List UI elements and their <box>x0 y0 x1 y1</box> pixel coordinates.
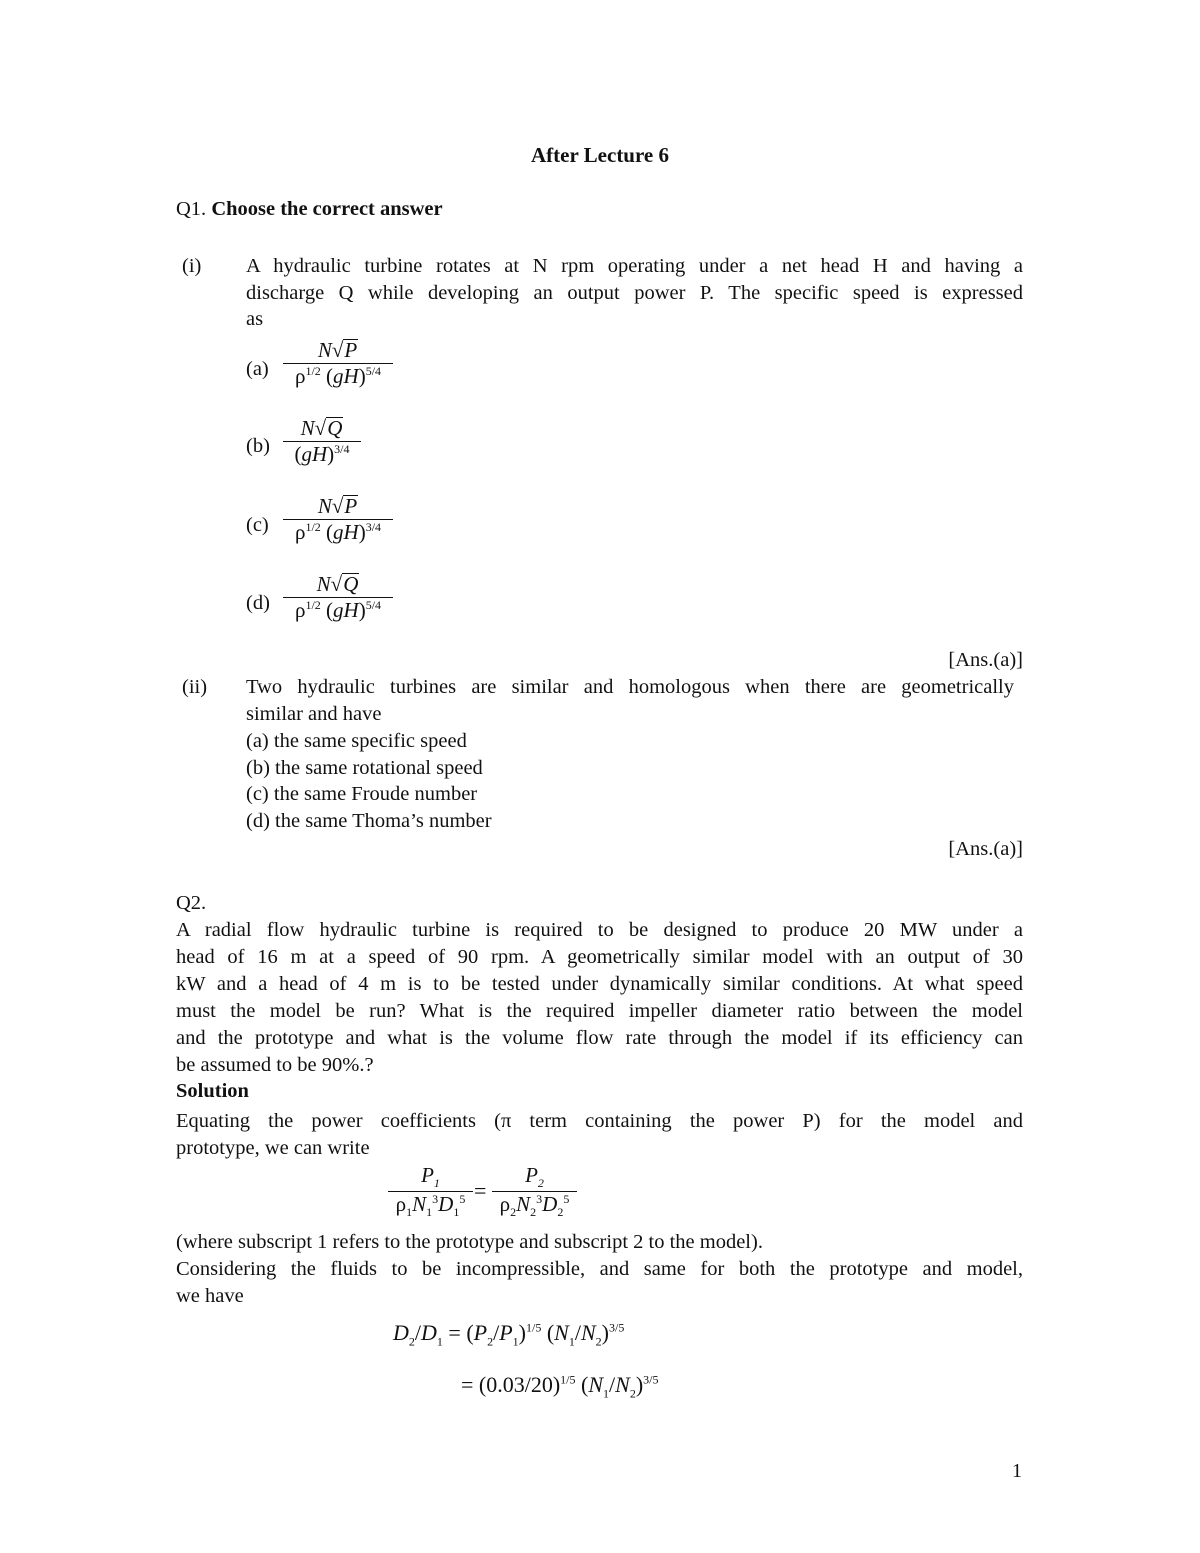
eq1-lhs-fraction <box>388 1163 473 1220</box>
q2-problem-line6: be assumed to be 90%.? <box>176 1054 374 1076</box>
q1-part2-option-a: (a) the same specific speed <box>246 730 467 752</box>
considering-line2: we have <box>176 1285 244 1307</box>
formula-numerator: N√Q <box>316 572 359 596</box>
eq2-line1: $D_2/D_1 = (P_2/P_1)^{1/5}$ $(N_1/N_2)^{3/5}$ <box>393 1320 625 1349</box>
q1-part1-text-line2: discharge Q while developing an output power P. The specific speed is expressed <box>246 282 1023 304</box>
q1-part1-answer: [Ans.(a)] <box>948 649 1023 671</box>
q1-option-c-label: (c) <box>246 514 269 536</box>
formula-numerator: N√P <box>317 338 358 362</box>
q1-number: Q1. <box>176 198 207 220</box>
considering-line1: Considering the fluids to be incompressible, and same for both the prototype and model, <box>176 1258 1023 1280</box>
eq1-rhs-denominator: $\rho_2N_2^3D_2^5$ <box>499 1192 570 1220</box>
q2-problem-line3: kW and a head of 4 m is to be tested under dynamically similar conditions. At what speed <box>176 973 1023 995</box>
q1-option-b-formula <box>283 416 361 467</box>
page-number: 1 <box>1012 1460 1022 1482</box>
q1-heading <box>176 196 443 223</box>
formula-denominator: $\rho^{1/2}$ (gH)$^{5/4}$ <box>294 598 382 622</box>
q1-part1-label: (i) <box>182 255 202 277</box>
q2-problem-line4: must the model be run? What is the required impeller diameter ratio between the model <box>176 1000 1023 1022</box>
eq2-line2: = $(0.03/20)^{1/5}$ $(N_1/N_2)^{3/5}$ <box>461 1372 659 1401</box>
q1-option-d-formula <box>283 572 393 623</box>
q2-heading: Q2. <box>176 892 207 914</box>
solution-line2: prototype, we can write <box>176 1137 370 1159</box>
q1-part2-option-b: (b) the same rotational speed <box>246 757 483 779</box>
page-title: After Lecture 6 <box>531 143 669 167</box>
q1-part2-label: (ii) <box>182 676 208 698</box>
eq1-lhs-numerator: $P_1$ <box>421 1163 440 1191</box>
q1-option-c-formula <box>283 494 393 545</box>
eq1-rhs-fraction <box>492 1163 577 1220</box>
q1-option-a-label: (a) <box>246 358 269 380</box>
subscript-note: (where subscript 1 refers to the prototype and subscript 2 to the model). <box>176 1231 763 1253</box>
eq1-rhs-numerator: $P_2$ <box>525 1163 544 1191</box>
eq1-lhs-denominator: $\rho_1N_1^3D_1^5$ <box>395 1192 466 1220</box>
q1-instruction: Choose the correct answer <box>211 198 443 220</box>
q1-option-a-formula <box>283 338 393 389</box>
q2-problem-line5: and the prototype and what is the volume flow rate through the model if its efficiency can <box>176 1027 1023 1049</box>
q1-option-d-label: (d) <box>246 592 270 614</box>
q1-part2-option-d: (d) the same Thoma’s number <box>246 810 492 832</box>
q2-problem-line1: A radial flow hydraulic turbine is required to be designed to produce 20 MW under a <box>176 919 1023 941</box>
eq1-equals: = <box>474 1178 487 1203</box>
formula-numerator: N√P <box>317 494 358 518</box>
formula-denominator: (gH)$^{3/4}$ <box>294 442 350 466</box>
formula-denominator: $\rho^{1/2}$ (gH)$^{5/4}$ <box>294 364 382 388</box>
q1-part2-text-line1: Two hydraulic turbines are similar and homologous when there are geometrically <box>246 676 1014 698</box>
solution-heading: Solution <box>176 1080 249 1102</box>
solution-line1: Equating the power coefficients (π term containing the power P) for the model and <box>176 1110 1023 1132</box>
q1-part1-text-line3: as <box>246 308 264 330</box>
formula-numerator: N√Q <box>300 416 343 440</box>
q2-problem-line2: head of 16 m at a speed of 90 rpm. A geometrically similar model with an output of 30 <box>176 946 1023 968</box>
formula-denominator: $\rho^{1/2}$ (gH)$^{3/4}$ <box>294 520 382 544</box>
q1-option-b-label: (b) <box>246 435 270 457</box>
q1-part2-text-line2: similar and have <box>246 703 382 725</box>
q1-part2-option-c: (c) the same Froude number <box>246 783 478 805</box>
q1-part1-text-line1: A hydraulic turbine rotates at N rpm operating under a net head H and having a <box>246 255 1023 277</box>
q1-part2-answer: [Ans.(a)] <box>948 838 1023 860</box>
